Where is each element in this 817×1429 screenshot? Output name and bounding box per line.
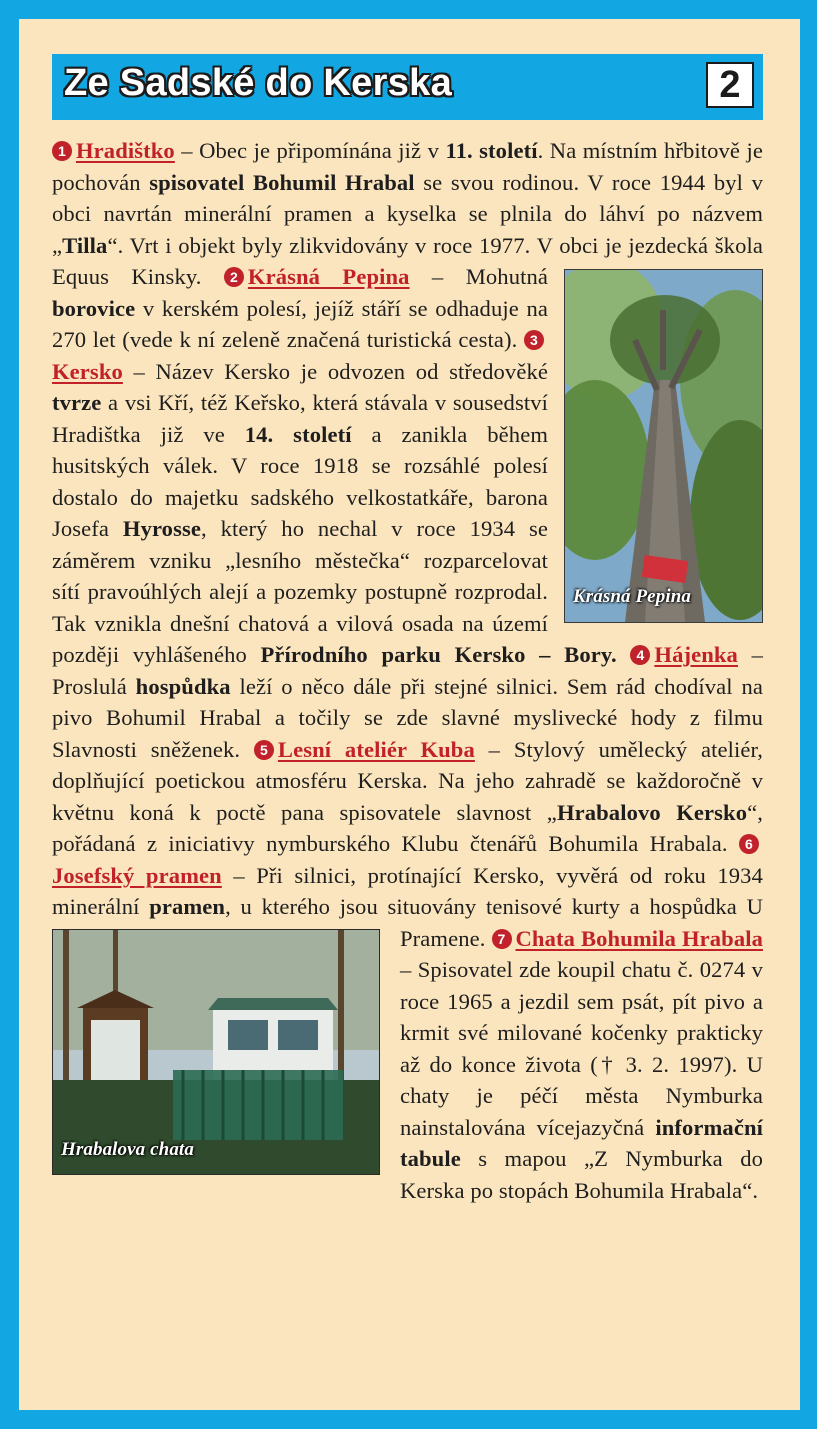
article-body [52,135,763,1206]
marker-3: 3 [524,330,544,350]
link-krasna-pepina[interactable]: Krásná Pepina [247,264,410,289]
text-segment: leží o něco dále při stejné silnici. Sem rád chodíval na pivo Bohumil Hrabal a točily se zde slavné myslivecké hody z filmu Slavnosti sněženek. [52,673,763,762]
page-title: Ze Sadské do Kerska [64,62,453,104]
text-bold: 14. století [244,421,352,447]
text-segment: – Spisovatel zde koupil chatu č. 0274 v roce 1965 a jezdil sem psát, pít pivo a krmit své milované kočenky prakticky až do konce života († 3. 2. 1997). U chaty je péčí města Nymburka nainstalována vícejazyčná [400,957,763,1140]
text-segment: a zanikla během husitských válek. V roce 1918 se rozsáhlé polesí dostalo do majetku sadského velkostatkáře, barona Josefa [52,421,549,541]
link-hradistko[interactable]: Hradištko [76,138,175,163]
link-josefsky-pramen[interactable]: Josefský pramen [52,862,222,888]
text-bold: tvrze [52,390,102,415]
text-bold: Hrabalovo Kersko [556,799,748,825]
text-bold: pramen [149,894,226,919]
text-segment: – Obec je připomínána již v [174,138,446,163]
text-segment: – Proslulá [52,642,764,699]
photo-krasna-pepina [564,269,763,623]
page-number-box: 2 [706,62,754,108]
text-bold: 11. století [445,138,538,163]
link-hajenka[interactable]: Hájenka [654,642,738,667]
text-segment: v kerském polesí, jejíž stáří se odhaduje na 270 let (vede k ní zeleně značená turistická cesta). [52,295,548,352]
marker-6: 6 [739,834,759,854]
text-segment: – Název Kersko je odvozen od středověké [122,358,548,384]
marker-1: 1 [52,141,72,161]
title-banner [52,54,763,120]
page-frame [19,19,800,1410]
text-segment: a vsi Kří, též Keřsko, která stávala v sousedství Hradištka již ve [52,390,548,447]
text-segment: , který ho nechal v roce 1934 se záměrem vzniku „lesního městečka“ rozparcelovat sítí pravoúhlých alejí a pozemky postupně rozprodal. Tak vznikla dnešní chatová a vilová osada na území později vyhlášeného [52,516,549,667]
photo-caption: Krásná Pepina [573,585,691,607]
text-segment: s mapou „Z Nymburka do Kerska po stopách Bohumila Hrabala“. [400,1146,763,1203]
text-bold: Hyrosse [122,516,201,541]
text-bold: informační tabule [400,1114,763,1171]
link-chata-bohumila-hrabala[interactable]: Chata Bohumila Hrabala [515,925,763,951]
text-segment: se svou rodinou. V roce 1944 byl v obci navrtán minerální pramen a kyselka se plnila do láhví po názvem „ [52,169,764,258]
photo-hrabalova-chata [52,929,380,1175]
link-lesni-atelier-kuba[interactable]: Lesní ateliér Kuba [277,736,475,762]
pine-tree-illustration [565,270,762,622]
text-segment: “, pořádaná z iniciativy nymburského Klubu čtenářů Bohumila Hrabala. [52,799,763,856]
text-bold: Tilla [62,232,108,258]
text-segment: , u kterého jsou situovány tenisové kurty a hospůdka U Pramene. [225,894,764,951]
text-bold: hospůdka [135,673,231,699]
text-segment: “. Vrt i objekt byly zlikvidovány v roce 1977. V obci je jezdecká škola Equus Kinsky. [52,232,763,289]
text-bold: Přírodního parku Kersko – Bory. [260,642,617,667]
text-bold: spisovatel Bohumil Hrabal [149,169,415,195]
text-segment: . Na místním hřbitově je pochován [52,138,763,195]
text-segment: – Mohutná [409,264,548,289]
text-segment: – Při silnici, protínající Kersko, vyvěrá od roku 1934 minerální [52,862,763,919]
photo-caption: Hrabalova chata [61,1139,194,1160]
link-kersko[interactable]: Kersko [52,358,123,384]
marker-7: 7 [492,929,512,949]
marker-5: 5 [254,740,274,760]
text-segment: – Stylový umělecký ateliér, doplňující poetickou atmosféru Kerska. Na jeho zahradě se každoročně v květnu koná k poctě pana spisovatele slavnost „ [52,736,764,825]
text-bold: borovice [52,295,136,321]
marker-4: 4 [630,645,650,665]
marker-2: 2 [224,267,244,287]
